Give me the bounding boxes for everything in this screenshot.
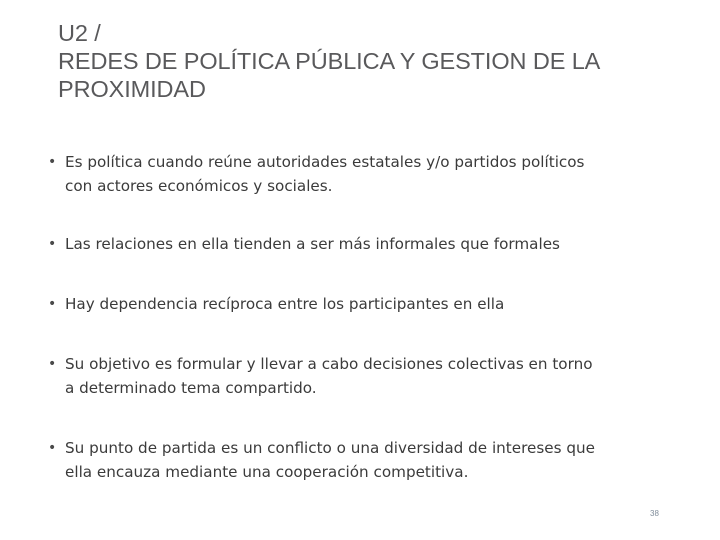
bullet-text: Su objetivo es formular y llevar a cabo decisiones colectivas en torno a determinado tema compartido. — [65, 355, 593, 397]
bullet-item — [48, 292, 668, 316]
bullet-marker: • — [48, 236, 57, 252]
bullet-item — [48, 150, 668, 198]
title-line-2: REDES DE POLÍTICA PÚBLICA Y GESTION DE LA — [58, 48, 601, 74]
title-line-1: U2 / — [58, 20, 101, 46]
bullet-marker: • — [48, 440, 57, 456]
bullet-item — [48, 436, 668, 484]
bullet-marker: • — [48, 154, 57, 170]
bullet-text: Es política cuando reúne autoridades estatales y/o partidos políticos con actores económicos y sociales. — [65, 153, 585, 195]
bullet-text: Hay dependencia recíproca entre los participantes en ella — [65, 295, 505, 313]
slide-title — [58, 19, 698, 103]
bullet-marker: • — [48, 356, 57, 372]
bullet-item — [48, 232, 668, 256]
bullet-item — [48, 352, 668, 400]
bullet-text: Su punto de partida es un conflicto o una diversidad de intereses que ella encauza mediante una cooperación competitiva. — [65, 439, 595, 481]
bullet-marker: • — [48, 296, 57, 312]
bullet-text: Las relaciones en ella tienden a ser más informales que formales — [65, 235, 560, 253]
page-number: 38 — [650, 509, 659, 518]
title-line-3: PROXIMIDAD — [58, 76, 206, 102]
